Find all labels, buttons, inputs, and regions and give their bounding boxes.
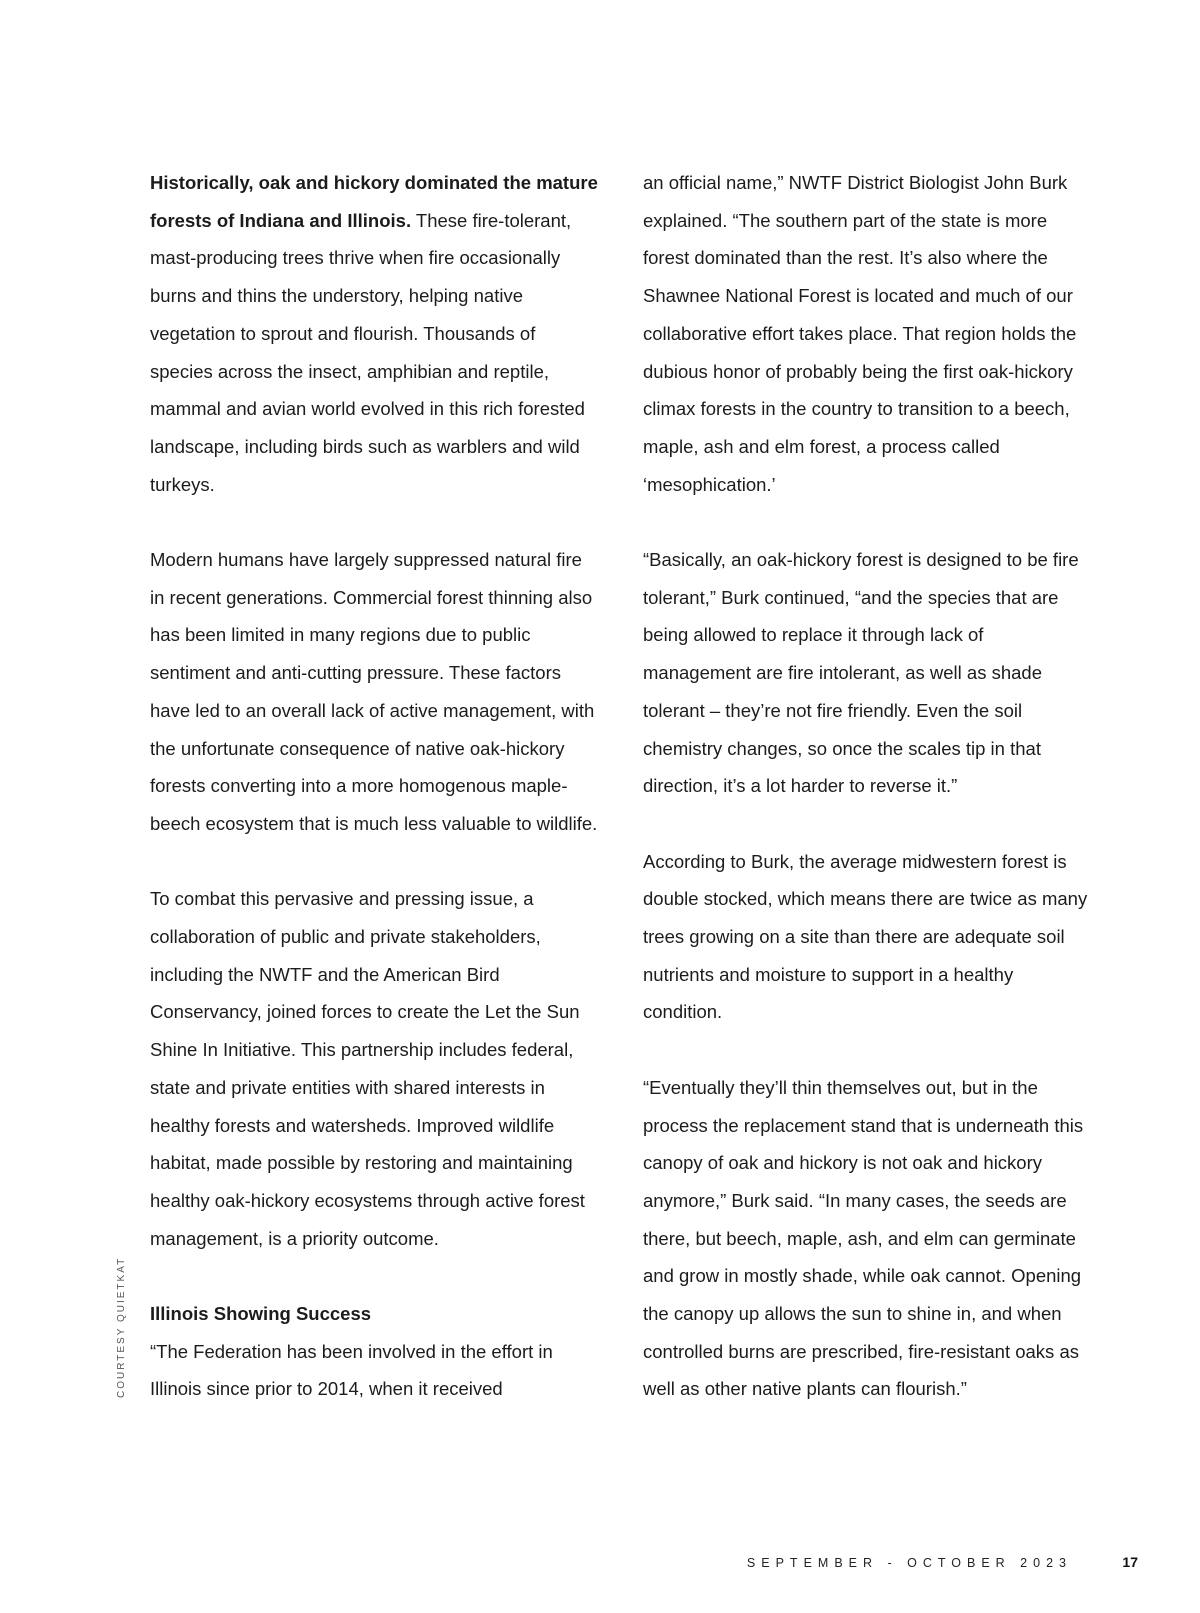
paragraph: To combat this pervasive and pressing issue, a collaboration of public and private stakeholders, including the NWTF and the American Bird Conservancy, joined forces to create the Let the Sun Shine In Initiative. This partnership includes federal, state and private entities with shared interests in healthy forests and watersheds. Improved wildlife habitat, made possible by restoring and maintaining healthy oak-hickory ecosystems through active forest management, is a priority outcome.: [150, 888, 585, 1249]
photo-credit: COURTESY QUIETKAT: [116, 1256, 127, 1398]
paragraph-text: “The Federation has been involved in the effort in Illinois since prior to 2014, when it received: [150, 1340, 553, 1400]
paragraph: [150, 1295, 600, 1408]
issue-date: SEPTEMBER - OCTOBER 2023: [746, 1556, 1072, 1570]
paragraph: “Eventually they’ll thin themselves out, but in the process the replacement stand that is underneath this canopy of oak and hickory is not oak and hickory anymore,” Burk said. “In many cases, the seeds are there, but beech, maple, ash, and elm can germinate and grow in mostly shade, while oak cannot. Opening the canopy up allows the sun to shine in, and when controlled burns are prescribed, fire-resistant oaks as well as other native plants can flourish.”: [643, 1076, 1084, 1400]
paragraph: an official name,” NWTF District Biologist John Burk explained. “The southern part of the state is more forest dominated than the rest. It’s also where the Shawnee National Forest is located and much of our collaborative effort takes place. That region holds the dubious honor of probably being the first oak-hickory climax forests in the country to transition to a beech, maple, ash and elm forest, a process called ‘mesophication.’: [643, 172, 1077, 495]
paragraph: According to Burk, the average midwestern forest is double stocked, which means there are twice as many trees growing on a site than there are adequate soil nutrients and moisture to support in a healthy condition.: [643, 850, 1088, 1023]
paragraph: “Basically, an oak-hickory forest is designed to be fire tolerant,” Burk continued, “and the species that are being allowed to replace it through lack of management are fire intolerant, as well as shade tolerant – they’re not fire friendly. Even the soil chemistry changes, so once the scales tip in that direction, it’s a lot harder to reverse it.”: [643, 549, 1079, 797]
paragraph-text: These fire-tolerant, mast-producing trees thrive when fire occasionally burns and thins the understory, helping native vegetation to sprout and flourish. Thousands of species across the insect, amphibian and reptile, mammal and avian world evolved in this rich forested landscape, including birds such as warblers and wild turkeys.: [150, 209, 585, 495]
paragraph: [150, 164, 600, 503]
left-column: [150, 164, 600, 1446]
page-number: 17: [1122, 1554, 1138, 1570]
lead-in-bold: Historically, oak and hickory dominated the mature forests of Indiana and Illinois.: [150, 172, 598, 231]
paragraph: Modern humans have largely suppressed natural fire in recent generations. Commercial forest thinning also has been limited in many regions due to public sentiment and anti-cutting pressure. These factors have led to an overall lack of active management, with the unfortunate consequence of native oak-hickory forests converting into a more homogenous maple-beech ecosystem that is much less valuable to wildlife.: [150, 549, 598, 834]
section-subhead: Illinois Showing Success: [150, 1303, 372, 1325]
right-column: [643, 164, 1093, 1446]
